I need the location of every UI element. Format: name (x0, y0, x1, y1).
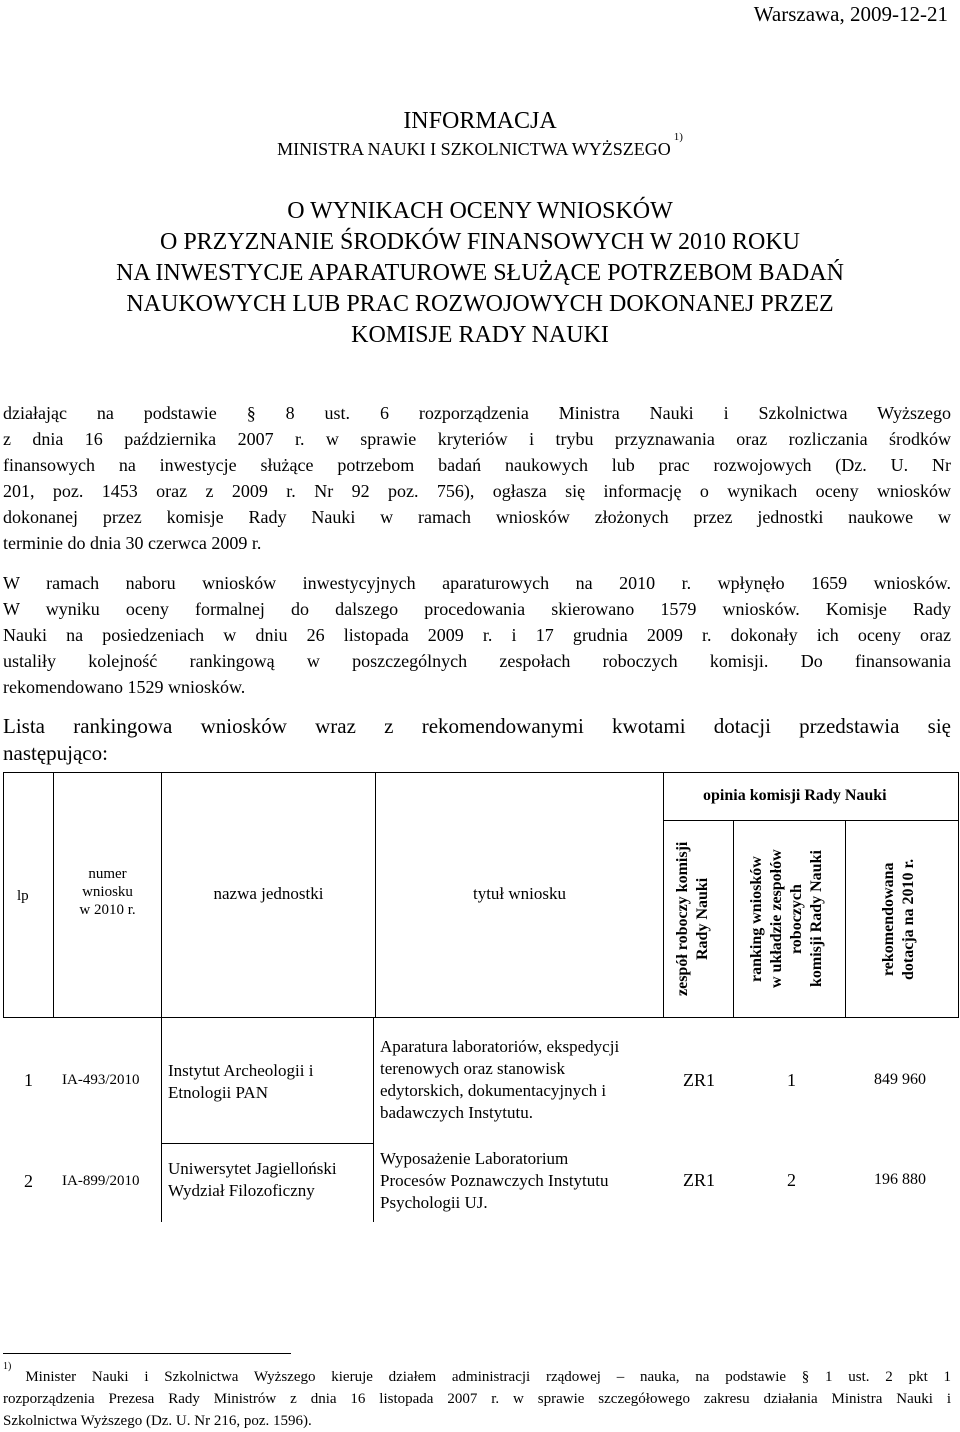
col-header-lp: lp (17, 888, 29, 904)
paragraph-line: ustaliły kolejność rankingową w poszczególnych zespołach roboczych komisji. Do finansowania (3, 651, 951, 671)
col-header-line: Rady Nauki (694, 877, 711, 961)
ranking-table-header (3, 772, 960, 1018)
footnote-separator (3, 1353, 291, 1354)
col-header-line: wniosku (82, 884, 133, 900)
document-title: INFORMACJA (403, 108, 557, 134)
subject-line: NAUKOWYCH LUB PRAC ROZWOJOWYCH DOKONANEJ PRZEZ (126, 291, 834, 317)
subject-line: NA INWESTYCJE APARATUROWE SŁUŻĄCE POTRZEBOM BADAŃ (116, 260, 844, 286)
cell-line: badawczych Instytutu. (380, 1103, 533, 1122)
cell-numer: IA-493/2010 (62, 1072, 140, 1088)
col-header-line: zespół roboczy komisji (674, 841, 691, 997)
cell-nazwa (168, 1060, 313, 1104)
paragraph-line: W ramach naboru wniosków inwestycyjnych aparaturowych na 2010 r. wpłynęło 1659 wniosków. (3, 573, 951, 593)
cell-line: Uniwersytet Jagielloński (168, 1159, 337, 1178)
paragraph-line: terminie do dnia 30 czerwca 2009 r. (3, 533, 262, 553)
col-header-line: numer (88, 866, 127, 882)
document-issuer (0, 131, 960, 160)
col-header-nazwa: nazwa jednostki (213, 884, 324, 903)
cell-zespol: ZR1 (683, 1070, 716, 1090)
document-date: Warszawa, 2009-12-21 (753, 2, 948, 26)
col-header-line: ranking wniosków (748, 856, 765, 982)
cell-numer: IA-899/2010 (62, 1173, 140, 1189)
cell-dotacja: 849 960 (874, 1071, 926, 1088)
paragraph-line: W wyniku oceny formalnej do dalszego procedowania skierowano 1579 wniosków. Komisje Rady (3, 599, 951, 619)
cell-nazwa (168, 1158, 337, 1202)
cell-line: Aparatura laboratoriów, ekspedycji (380, 1037, 620, 1056)
paragraph-line: Nauki na posiedzeniach w dniu 26 listopada 2009 r. i 17 grudnia 2009 r. dokonały ich oceny oraz (3, 625, 951, 645)
paragraph-summary (3, 570, 951, 700)
cell-tytul (380, 1036, 619, 1124)
subject-line: O PRZYZNANIE ŚRODKÓW FINANSOWYCH W 2010 ROKU (159, 229, 801, 255)
col-header-line: rekomendowana (880, 862, 897, 976)
col-header-ranking (747, 824, 827, 1014)
cell-line: Psychologii UJ. (380, 1193, 488, 1212)
col-header-tytul: tytuł wniosku (472, 884, 567, 903)
col-header-dotacja (879, 824, 919, 1014)
paragraph-line: następująco: (3, 741, 108, 765)
cell-line: Procesów Poznawczych Instytutu (380, 1171, 609, 1190)
paragraph-legal-basis (3, 400, 951, 556)
paragraph-line: z dnia 16 października 2007 r. w sprawie kryteriów i trybu przyznawania oraz rozliczania środków (3, 429, 951, 449)
col-header-line: w układzie zespołów (768, 849, 785, 989)
footnote-mark: 1) (673, 131, 683, 143)
cell-lp: 2 (24, 1171, 33, 1191)
table-row (0, 1144, 960, 1222)
cell-line: edytorskich, dokumentacyjnych i (380, 1081, 607, 1100)
cell-line: Etnologii PAN (168, 1083, 268, 1102)
footnote-text: Minister Nauki i Szkolnictwa Wyższego kieruje działem administracji rządowej – nauka, na podstawie § 1 ust. 2 pkt 1 (25, 1369, 951, 1385)
col-header-line: w 2010 r. (79, 902, 136, 918)
col-header-line: dotacja na 2010 r. (900, 858, 917, 980)
paragraph-line: finansowych na inwestycje służące potrzebom badań naukowych lub prac rozwojowych (Dz. U. Nr (3, 455, 951, 475)
col-header-numer (54, 865, 161, 919)
paragraph-list-intro (3, 713, 951, 767)
paragraph-line: dokonanej przez komisje Rady Nauki w ramach wniosków złożonych przez jednostki naukowe w (3, 507, 951, 527)
cell-dotacja: 196 880 (874, 1171, 926, 1188)
cell-line: Wydział Filozoficzny (168, 1181, 315, 1200)
col-header-line: roboczych (788, 884, 805, 954)
footnote (3, 1362, 951, 1432)
footnote-line (3, 1362, 951, 1388)
col-header-zespol (673, 824, 713, 1014)
cell-lp: 1 (24, 1070, 33, 1090)
cell-ranking: 2 (787, 1170, 796, 1190)
paragraph-line: 201, poz. 1453 oraz z 2009 r. Nr 92 poz. 756), ogłasza się informację o wynikach oceny wniosków (3, 481, 951, 501)
subject-line: O WYNIKACH OCENY WNIOSKÓW (287, 198, 673, 224)
footnote-line: rozporządzenia Prezesa Rady Ministrów z dnia 16 listopada 2007 r. w sprawie szczegółowego zakresu działania Ministra Nauki i (3, 1391, 951, 1407)
document-subject (0, 196, 960, 351)
issuer-text: MINISTRA NAUKI I SZKOLNICTWA WYŻSZEGO (277, 139, 671, 159)
paragraph-line: rekomendowano 1529 wniosków. (3, 677, 246, 697)
paragraph-line: działając na podstawie § 8 ust. 6 rozporządzenia Ministra Nauki i Szkolnictwa Wyższego (3, 403, 951, 423)
cell-ranking: 1 (787, 1070, 796, 1090)
cell-line: Instytut Archeologii i (168, 1061, 314, 1080)
cell-tytul (380, 1148, 609, 1214)
footnote-mark: 1) (3, 1361, 12, 1372)
cell-line: terenowych oraz stanowisk (380, 1059, 566, 1078)
cell-line: Wyposażenie Laboratorium (380, 1149, 569, 1168)
table-row (0, 1018, 960, 1144)
footnote-line: Szkolnictwa Wyższego (Dz. U. Nr 216, poz. 1596). (3, 1413, 312, 1429)
cell-zespol: ZR1 (683, 1170, 716, 1190)
col-header-line: komisji Rady Nauki (808, 850, 825, 988)
paragraph-line: Lista rankingowa wniosków wraz z rekomendowanymi kwotami dotacji przedstawia się (3, 714, 951, 738)
subject-line: KOMISJE RADY NAUKI (351, 322, 609, 348)
group-header-opinia: opinia komisji Rady Nauki (703, 787, 887, 804)
